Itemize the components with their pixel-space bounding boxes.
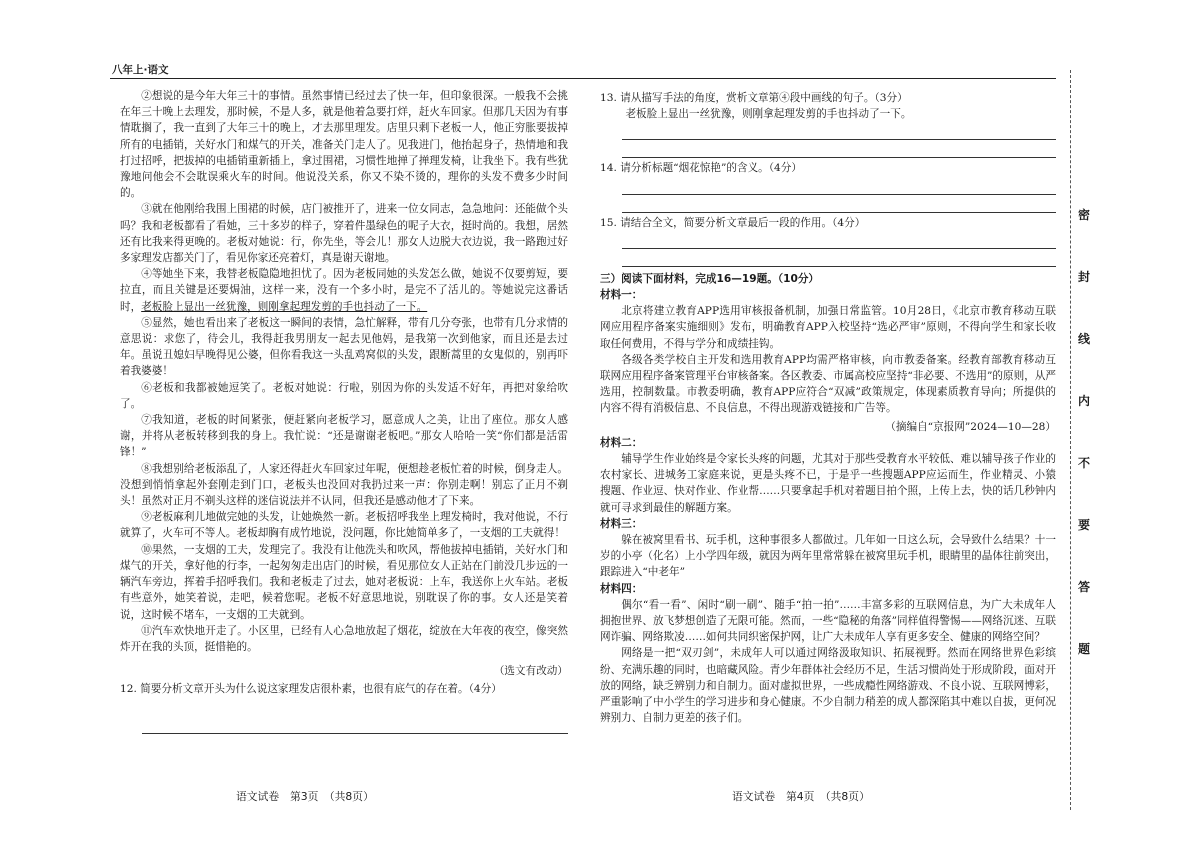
material-4-title: 材料四： [600,582,643,595]
seal-char: 线 [1078,332,1091,346]
paragraph-4 [120,266,568,315]
paragraph-3: ③就在他刚给我围上围裙的时候，店门被推开了，进来一位女同志，急急地问：还能做个头吗？我和老板都看了看她，三十多岁的样子，穿着件墨绿色的呢子大衣，挺时尚的。我想，居然还有比我来得更晚的。老板对她说：行，你先坐，等会儿！那女人边脱大衣边说，我一路跑过好多家理发店都关门了，看见你家还亮着灯，真是谢天谢地。 [120,203,568,265]
material-1-para-1: 北京将建立教育APP选用审核报备机制，加强日常监管。10月28日，《北京市教育移动互联网应用程序备案实施细则》发布，明确教育APP入校坚持“选必严审”原则，不得向学生和家长收取任何费用，不得与学分和成绩挂钩。 [600,305,1056,350]
paragraph-7: ⑦我知道，老板的时间紧张，便赶紧向老板学习，愿意成人之美，让出了座位。那女人感谢，并将从老板转移到我的身上。我忙说：“还是谢谢老板吧。”那女人哈哈一笑“你们都是活雷锋！” [120,414,568,459]
question-12: 12. 简要分析文章开头为什么说这家理发店很朴素，也很有底气的存在着。（4分） [120,683,502,696]
seal-char: 不 [1078,456,1091,470]
question-15: 15. 请结合全文，简要分析文章最后一段的作用。（4分） [600,216,866,229]
seal-char: 密 [1078,208,1091,222]
seal-line [1070,70,1071,810]
right-column [600,88,1056,727]
paragraph-6: ⑥老板和我都被她逗笑了。老板对她说：行啦，别因为你的头发适不好年，再把对象给吹了。 [120,381,568,410]
question-13-quote: 老板脸上显出一丝犹豫，则刚拿起理发剪的手也抖动了一下。 [625,108,912,121]
seal-char: 答 [1078,580,1091,594]
material-3-para-1: 躲在被窝里看书、玩手机，这种事很多人都做过。几年如一日这么玩，会导致什么结果？十一岁的小亭（化名）上小学四年级，就因为两年里常常躲在被窝里玩手机，眼睛里的晶体往前突出，跟踪进入“中老年” [600,534,1056,579]
paragraph-10: ⑩果然，一支烟的工夫，发理完了。我没有让他洗头和吹风，帮他拔掉电插销，关好水门和煤气的开关，拿好他的行李，一起匆匆走出店门的时候，看见那位女人正站在门前没几步远的一辆汽车旁边，挥着手招呼我们。我和老板走了过去，她对老板说：上车，我送你上火车站。老板有些意外，她笑着说，走吧，候着您呢。老板不好意思地说，别耽误了你的事。女人还是笑着说，这时候不堵车，一支烟的工夫就到。 [120,543,568,621]
source-note: （选文有改动） [493,665,568,678]
section-3-heading: 三）阅读下面材料，完成16—19题。（10分） [600,272,820,285]
answer-line[interactable] [622,177,1056,195]
answer-line[interactable] [622,140,1056,158]
page-header: 八年上·语文 [112,64,169,76]
paragraph-8: ⑧我想别给老板添乱了，人家还得赶火车回家过年呢，便想趁老板忙着的时候，倒身走人。没想到悄悄拿起外套刚走到门口，老板头也没回对我扔过来一声：你别走啊！别忘了正月不剃头！虽然对正月不剃头这样的迷信说法并不认同，但我还是感动他才了下来。 [120,462,568,508]
material-2-para-1: 辅导学生作业始终是令家长头疼的问题，尤其对于那些受教育水平较低、难以辅导孩子作业的农村家长、进城务工家庭来说，更是头疼不已，于是乎一些搜题APP应运而生，作业精灵、小猿搜题、作业逗、快对作业、作业帮……只要拿起手机对着题目拍个照，上传上去，快的话几秒钟内就可寻求到最佳的解题方案。 [600,453,1056,514]
seal-char: 封 [1078,270,1091,284]
footer-page-3: 语文试卷 第3页 （共8页） [236,790,374,803]
underlined-sentence: 老板脸上显出一丝犹豫，则刚拿起理发剪的手也抖动了一下。 [141,300,428,313]
question-14: 14. 请分析标题“烟花惊艳”的含义。（4分） [600,162,802,175]
material-4-para-2: 网络是一把“双刃剑”，未成年人可以通过网络汲取知识、拓展视野。然而在网络世界色彩缤纷、充满乐趣的同时，也暗藏风险。青少年群体社会经历不足，生活习惯尚处于形成阶段，面对开放的网络，缺乏辨别力和自制力。面对虚拟世界，一些成瘾性网络游戏、不良小说、互联网博彩，严重影响了中小学生的学习进步和身心健康。不少自制力稍差的成人都深陷其中难以自拔，更何况辨别力、自制力更差的孩子们。 [600,647,1056,725]
material-1-para-2: 各级各类学校自主开发和选用教育APP均需严格审核，向市教委备案。经教育部教育移动互联网应用程序备案管理平台审核备案。各区教委、市属高校应坚持“非必要、不选用”的原则，从严选用，控制数量。市教委明确，教育APP应符合“双减”政策规定，体现素质教育导向；所提供的内容不得有消极信息、不良信息，不得出现游戏链接和广告等。 [600,353,1056,415]
answer-line[interactable] [142,716,568,734]
answer-line[interactable] [622,249,1056,267]
seal-char: 要 [1078,518,1091,532]
answer-line[interactable] [622,195,1056,213]
material-1-title: 材料一： [600,289,643,302]
paragraph-11: ⑪汽车欢快地开走了。小区里，已经有人心急地放起了烟花，绽放在大年夜的夜空，像突然炸开在我的头顶，挺惜艳的。 [120,624,568,653]
paragraph-9: ⑨老板麻利儿地做完她的头发，让她焕然一新。老板招呼我坐上理发椅时，我对他说，不行就算了，火车可不等人。老板却胸有成竹地说，没问题，你比她简单多了，一支烟的工夫就得！ [120,511,568,540]
paragraph-2: ②想说的是今年大年三十的事情。虽然事情已经过去了快一年，但印象很深。一般我不会挑在年三十晚上去理发，那时候，不是人多，就是他着急要打烊，赶火车回家。但那几天因为有事情耽搁了，我一直到了大年三十的晚上，才去那里理发。店里只剩下老板一人，他正穷胀要拔掉所有的电插销，关好水门和煤气的开关，准备关门走人了。见我进门，他抬起身子，热情地和我打过招呼，把拔掉的电插销重新插上，拿过围裙，习惯性地掸了掸理发椅，让我坐下。我有些犹豫地问他会不会耽误乘火车的时间。他说没关系，你又不染不烫的，理你的头发不费多少时间的。 [120,90,568,200]
seal-char: 内 [1078,394,1091,408]
question-13: 13. 请从描写手法的角度，赏析文章第④段中画线的句子。（3分） [600,92,908,104]
answer-line[interactable] [622,122,1056,140]
answer-line[interactable] [622,231,1056,249]
footer-page-4: 语文试卷 第4页 （共8页） [732,790,870,803]
header-rule [110,78,1056,79]
paragraph-4-text: ④等她坐下来，我替老板隐隐地担忧了。因为老板同她的头发怎么做，她说不仅要剪短，要拉直，而且关键是还要焗油，这样一来，没有一个多小时，是完不了活儿的。等她说完这番话时， [120,268,568,313]
material-1-source: （摘编自“京报网”2024—10—28） [885,420,1056,433]
material-4-para-1: 偶尔“看一看”、闲时“刷一刷”、随手“拍一拍”……丰富多彩的互联网信息，为广大未成年人拥抱世界、放飞梦想创造了无限可能。然而，一些“隐秘的角落”同样值得警惕——网络沉迷、互联网诈骗、网络欺凌……如何共同织密保护网，让广大未成年人享有更多安全、健康的网络空间？ [600,598,1056,644]
material-3-title: 材料三： [600,517,643,530]
left-column [120,88,568,734]
paragraph-5: ⑤显然，她也看出来了老板这一瞬间的表情，急忙解释，带有几分夸张，也带有几分求情的意思说：求您了，待会儿，我得赶我男朋友一起去见他妈，是我第一次到他家，而且还是去过年。虽说丑媳妇早晚得见公婆，但你看我这一头乱鸡窝似的头发，跟断蒿里的女鬼似的，别再吓着我婆婆！ [120,316,568,378]
seal-char: 题 [1078,642,1091,656]
material-2-title: 材料二： [600,436,643,449]
